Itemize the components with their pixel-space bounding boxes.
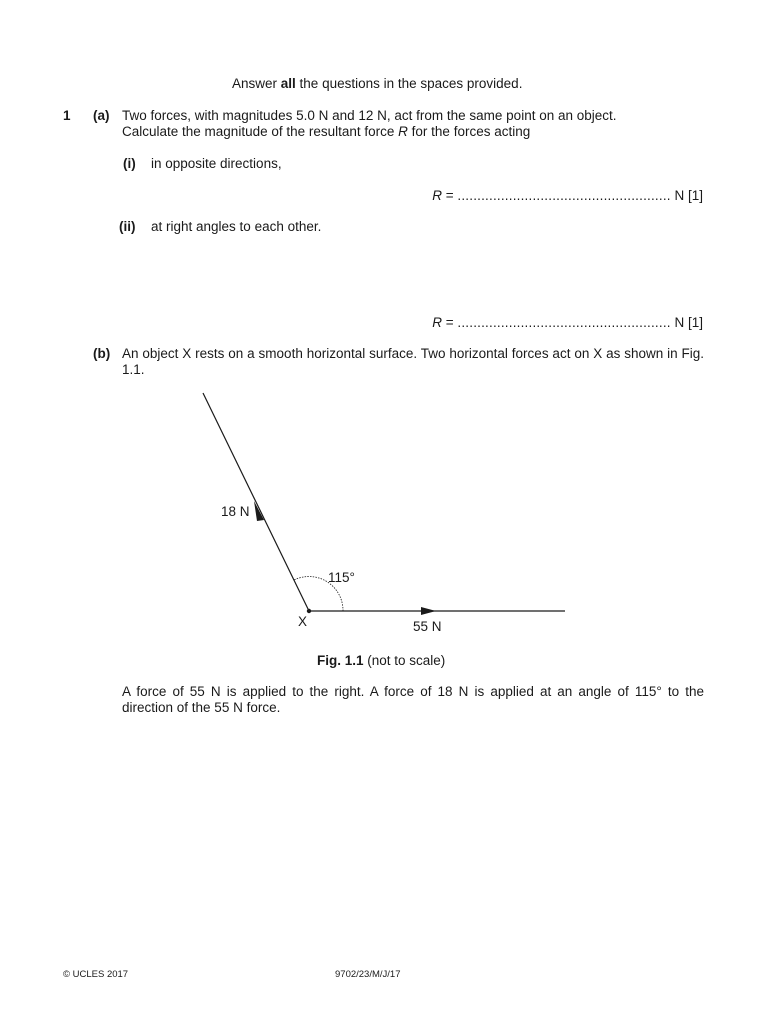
footer-copyright: © UCLES 2017 [63, 969, 129, 980]
part-a-line2: Calculate the magnitude of the resultant force R for the forces acting [122, 124, 531, 139]
part-a-label: (a) [93, 108, 110, 123]
part-b-label: (b) [93, 346, 111, 361]
sub-i-label: (i) [123, 156, 136, 171]
footer-code: 9702/23/M/J/17 [335, 969, 401, 980]
part-a-line1: Two forces, with magnitudes 5.0 N and 12 N, act from the same point on an object. [122, 108, 617, 123]
label-18n: 18 N [221, 504, 250, 519]
force-18n-line [203, 393, 309, 611]
instruction: Answer all the questions in the spaces provided. [232, 76, 523, 91]
question-number: 1 [63, 108, 71, 123]
answer-line-ii: R = ...................................................... N [1] [432, 315, 703, 330]
force-18n-arrowhead [254, 501, 264, 521]
label-angle: 115° [328, 570, 355, 585]
label-55n: 55 N [413, 619, 442, 634]
sub-ii-text: at right angles to each other. [151, 219, 322, 234]
figure-caption: Fig. 1.1 (not to scale) [317, 653, 446, 668]
sub-i-text: in opposite directions, [151, 156, 282, 171]
force-55n-arrowhead [421, 607, 436, 615]
label-x: X [298, 614, 308, 629]
part-b-description: A force of 55 N is applied to the right. A force of 18 N is applied at an angle of 115° to the direction of the 55 N force. [122, 684, 704, 716]
point-x [307, 609, 311, 613]
answer-line-i: R = ...................................................... N [1] [432, 188, 703, 203]
part-b-text: An object X rests on a smooth horizontal surface. Two horizontal forces act on X as shown in Fig. 1.1. [122, 346, 704, 378]
sub-ii-label: (ii) [119, 219, 136, 234]
